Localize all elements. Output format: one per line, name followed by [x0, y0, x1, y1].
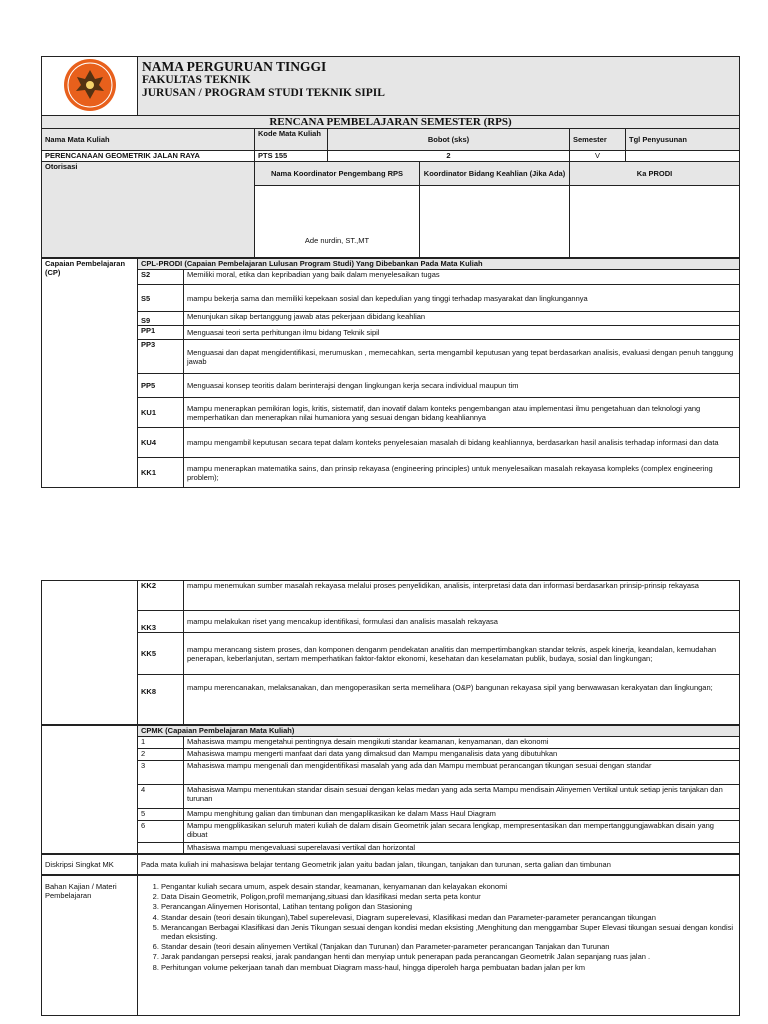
rps-table-top — [41, 56, 740, 258]
cpl-text: mampu melakukan riset yang mencakup identifikasi, formulasi dan analisis masalah rekayasa — [184, 611, 740, 633]
cpmk-no: 5 — [138, 809, 184, 821]
rps-page-1 — [0, 56, 768, 488]
cpl-header: CPL-PRODI (Capaian Pembelajaran Lulusan Program Studi) Yang Dibebankan Pada Mata Kuliah — [138, 259, 740, 270]
cpl-text: Menguasai dan dapat mengidentifikasi, merumuskan , memecahkan, serta mengambil keputusan yang tepat berdasarkan analisis, evaluasi dengan penuh tanggung jawab — [184, 340, 740, 374]
university-logo-icon — [62, 57, 118, 113]
bahan-item: 4. Standar desain (teori desain tikungan),Tabel superelevasi, Diagram superelevasi, Klasifikasi medan dan Parameter-parameter perancangan tikungan — [161, 913, 736, 922]
koord-pengembang-label: Nama Koordinator Pengembang RPS — [255, 162, 420, 186]
cpl-code: KU4 — [138, 428, 184, 458]
bahan-item: 7. Jarak pandangan persepsi reaksi, jarak pandangan henti dan menyiap untuk penerapan pada perancangan Geometrik Jalan sepanjang ruas jalan . — [161, 952, 736, 961]
institution-header — [138, 57, 740, 116]
institution-name: NAMA PERGURUAN TINGGI — [142, 59, 327, 74]
deskripsi-label: Diskripsi Singkat MK — [42, 855, 138, 875]
cpl-code: PP5 — [138, 374, 184, 398]
faculty-name: FAKULTAS TEKNIK — [142, 74, 251, 86]
cpl-code: PP1 — [138, 326, 184, 340]
tgl-label: Tgl Penyusunan — [626, 129, 740, 151]
cpmk-no: 2 — [138, 749, 184, 761]
bahan-label: Bahan Kajian / Materi Pembelajaran — [42, 876, 138, 1016]
bahan-item: 5. Merancangan Berbagai Klasifikasi dan Jenis Tikungan sesuai dengan kondisi medan eksisting ,Menghitung dan menggambar Super Elevasi tikungan sesuai dengan kondisi medan eksisting. — [161, 923, 736, 941]
bahan-item: 8. Perhitungan volume pekerjaan tanah dan membuat Diagram mass-haul, hingga diperoleh harga pembuatan badan jalan per km — [161, 963, 736, 972]
cpl-code: KK1 — [138, 458, 184, 488]
cp-label: Capaian Pembelajaran (CP) — [42, 259, 138, 488]
course-code: PTS 155 — [255, 151, 328, 162]
cpl-code: S2 — [138, 270, 184, 285]
cpl-code: PP3 — [138, 340, 184, 374]
cpl-code: KK8 — [138, 675, 184, 725]
program-name: JURUSAN / PROGRAM STUDI TEKNIK SIPIL — [142, 87, 385, 99]
pengembang-name: Ade nurdin, ST.,MT — [255, 186, 420, 258]
course-semester: V — [570, 151, 626, 162]
cpmk-no — [138, 843, 184, 854]
cpl-text: mampu mengambil keputusan secara tepat dalam konteks penyelesaian masalah di bidang keahliannya, berdasarkan hasil analisis terhadap informasi dan data — [184, 428, 740, 458]
course-name: PERENCANAAN GEOMETRIK JALAN RAYA — [42, 151, 255, 162]
course-tgl — [626, 151, 740, 162]
cp-label-continued — [42, 581, 138, 725]
cpmk-no: 3 — [138, 761, 184, 785]
bobot-label: Bobot (sks) — [328, 129, 570, 151]
cpl-text: mampu menemukan sumber masalah rekayasa melalui proses penyelidikan, analisis, interpretasi data dan informasi berdasarkan prinsip-prinsip rekayasa — [184, 581, 740, 611]
cpmk-no: 6 — [138, 821, 184, 843]
bahan-list — [141, 882, 736, 972]
course-bobot: 2 — [328, 151, 570, 162]
ka-prodi-label: Ka PRODI — [570, 162, 740, 186]
rps-page-2 — [0, 580, 768, 1016]
cpl-text: mampu merencanakan, melaksanakan, dan mengoperasikan serta memelihara (O&P) bangunan rekayasa sipil yang berwawasan kerakyatan dan lingkungan; — [184, 675, 740, 725]
cpl-code: KK3 — [138, 611, 184, 633]
bahan-item: 2. Data Disain Geometrik, Poligon,profil memanjang,situasi dan klasifikasi medan serta peta kontur — [161, 892, 736, 901]
cpmk-text: Mahasiswa mampu mengerti manfaat dari data yang dimaksud dan Mampu menganalisis data yang dibutuhkan — [184, 749, 740, 761]
cpl-code: S9 — [138, 312, 184, 326]
cpl-text: Menguasai teori serta perhitungan ilmu bidang Teknik sipil — [184, 326, 740, 340]
cpl-code: KK2 — [138, 581, 184, 611]
rps-title: RENCANA PEMBELAJARAN SEMESTER (RPS) — [42, 116, 740, 129]
cpmk-left-blank — [42, 726, 138, 854]
cpl-text: mampu bekerja sama dan memiliki kepekaan sosial dan kepedulian yang tinggi terhadap masyarakat dan lingkungannya — [184, 285, 740, 312]
cpmk-no: 1 — [138, 737, 184, 749]
cpl-code: S5 — [138, 285, 184, 312]
bahan-item: 1. Pengantar kuliah secara umum, aspek desain standar, keamanan, kenyamanan dan kelayakan ekonomi — [161, 882, 736, 891]
cpl-table-page2 — [41, 580, 740, 725]
cpmk-text: Mahasiswa mampu mengetahui pentingnya desain mengikuti standar keamanan, kenyamanan, dan ekonomi — [184, 737, 740, 749]
bahan-item: 3. Perancangan Alinyemen Horisontal, Latihan tentang poligon dan Stasioning — [161, 902, 736, 911]
cpl-text: mampu menerapkan matematika sains, dan prinsip rekayasa (engineering principles) untuk menyelesaikan masalah rekayasa kompleks (complex engineering problem); — [184, 458, 740, 488]
cpl-text: Menunjukan sikap bertanggung jawab atas pekerjaan dibidang keahlian — [184, 312, 740, 326]
cpmk-no: 4 — [138, 785, 184, 809]
cpmk-text: Mhasiswa mampu mengevaluasi superelavasi vertikal dan horizontal — [184, 843, 740, 854]
deskripsi-table — [41, 854, 740, 875]
bahan-table — [41, 875, 740, 1016]
cpmk-text: Mampu menghitung galian dan timbunan dan mengaplikasikan ke dalam Mass Haul Diagram — [184, 809, 740, 821]
semester-label: Semester — [570, 129, 626, 151]
ka-prodi-sign — [570, 186, 740, 258]
cpl-text: Menguasai konsep teoritis dalam berinterajsi dengan lingkungan kerja secara individual maupun tim — [184, 374, 740, 398]
koord-bidang-sign — [420, 186, 570, 258]
cpl-code: KK5 — [138, 633, 184, 675]
logo-cell — [42, 57, 138, 116]
otorisasi-label: Otorisasi — [42, 162, 255, 258]
koord-bidang-label: Koordinator Bidang Keahlian (Jika Ada) — [420, 162, 570, 186]
bahan-item: 6. Standar desain (teori desain alinyemen Vertikal (Tanjakan dan Turunan) dan Parameter-parameter perancangan Tanjakan dan Turunan — [161, 942, 736, 951]
cpmk-text: Mahasiswa mampu mengenali dan mengidentifikasi masalah yang ada dan Mampu membuat perancangan tikungan sesuai dengan standar — [184, 761, 740, 785]
cpl-table-page1 — [41, 258, 740, 488]
cpl-text: mampu merancang sistem proses, dan komponen denganm pendekatan analitis dan mempertimbangkan standar teknis, aspek kinerja, keandalan, kemudahan penerapan, keberlanjutan, sertam memperhatikan faktor-faktor ekonomi, kesehatan dan keselamatan publik, budaya, sosial dan lingkungan; — [184, 633, 740, 675]
cpl-code: KU1 — [138, 398, 184, 428]
cpmk-text: Mahasiswa Mampu menentukan standar disain sesuai dengan kelas medan yang ada serta Mampu mendisain Alinyemen Vertikal untuk setiap jenis tanjakan dan turunan — [184, 785, 740, 809]
cpmk-header: CPMK (Capaian Pembelajaran Mata Kuliah) — [138, 726, 740, 737]
cpmk-text: Mampu mengplikasikan seluruh materi kuliah de dalam disain Geometrik jalan secara lengkap, mempresentasikan dan mempertanggungjawabkan disain yang dibuat — [184, 821, 740, 843]
deskripsi-text: Pada mata kuliah ini mahasiswa belajar tentang Geometrik jalan yaitu badan jalan, tikungan, tanjakan dan turunan, serta galian dan timbunan — [138, 855, 740, 875]
bahan-list-cell — [138, 876, 740, 1016]
course-code-label: Kode Mata Kuliah — [255, 129, 328, 151]
cpmk-table — [41, 725, 740, 854]
course-name-label: Nama Mata Kuliah — [42, 129, 255, 151]
cpl-text: Memiliki moral, etika dan kepribadian yang baik dalam menyelesaikan tugas — [184, 270, 740, 285]
cpl-text: Mampu menerapkan pemikiran logis, kritis, sistematif, dan inovatif dalam konteks pengembangan atau implementasi ilmu pengetahuan dan teknologi yang memperhatikan dan menerapkan nilai humaniora yang sesuai dengan bidang keahliannya — [184, 398, 740, 428]
